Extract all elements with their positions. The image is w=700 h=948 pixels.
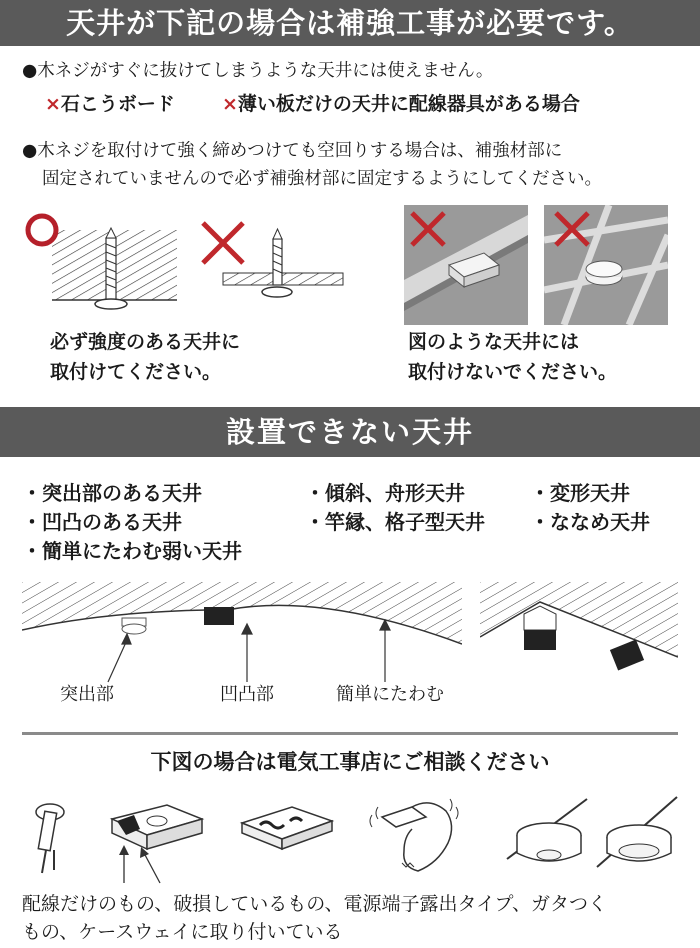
caption-ng-line1: 図のような天井には	[408, 331, 580, 353]
caption-ok-line2: 取付けてください。	[50, 361, 222, 383]
caption-ng-line2: 取付けないでください。	[408, 361, 618, 383]
cross-mark-icon: ×	[45, 93, 61, 115]
note-reinforce-line2: 固定されていませんので必ず補強材部に固定するようにしてください。	[42, 169, 602, 189]
gypsum-label: ×石こうボード	[45, 93, 175, 115]
ok-screw-illustration	[22, 208, 182, 313]
fixture-block-icon	[524, 606, 556, 650]
caption-ok-line1: 必ず強度のある天井に	[50, 331, 241, 353]
ceiling-type: ・ななめ天井	[530, 510, 650, 534]
ng-grid-ceiling-photo	[544, 205, 668, 325]
bottom-text-line1: 配線だけのもの、破損しているもの、電源端子露出タイプ、ガタつく	[22, 893, 608, 915]
label-uneven: 凹凸部	[220, 684, 274, 705]
broken-box-icon	[112, 805, 202, 883]
protrusion-fixture-icon	[122, 618, 146, 634]
exposed-terminal-icon	[242, 807, 332, 849]
section-divider	[22, 732, 678, 735]
uneven-block	[204, 607, 234, 625]
cross-mark-icon: ×	[222, 93, 238, 115]
tilted-block	[610, 640, 644, 671]
label-sag: 簡単にたわむ	[336, 684, 444, 705]
ceiling-type: ・簡単にたわむ弱い天井	[22, 539, 242, 563]
round-outlet-icon	[586, 261, 622, 285]
ng-screw-illustration	[195, 215, 345, 310]
slanted-ceiling-diagram	[480, 582, 678, 682]
note-wood-screw: ●木ネジがすぐに抜けてしまうような天井には使えません。	[22, 61, 494, 81]
caseway-box-icon	[597, 797, 677, 867]
caseway-box-icon	[507, 799, 587, 861]
circle-ok-icon	[28, 216, 56, 244]
ceiling-type: ・竿縁、格子型天井	[305, 510, 485, 534]
ceiling-type: ・凹凸のある天井	[22, 510, 182, 534]
consult-illustrations	[22, 793, 678, 888]
thin-board-label: ×薄い板だけの天井に配線器具がある場合	[222, 93, 580, 115]
bad-gypsum-board	[45, 89, 175, 119]
bottom-text-line2: もの、ケースウェイに取り付いている	[22, 921, 343, 943]
bad-thin-board	[222, 89, 580, 119]
consult-heading: 下図の場合は電気工事店にご相談ください	[150, 750, 550, 774]
note-reinforce-line1: ●木ネジを取付けて強く締めつけても空回りする場合は、補強材部に	[22, 141, 563, 161]
top-banner: 天井が下記の場合は補強工事が必要です。	[0, 0, 700, 46]
screw-icon	[262, 229, 292, 297]
ceiling-type: ・傾斜、舟形天井	[305, 481, 465, 505]
loose-fixture-hand-icon	[370, 799, 458, 871]
cross-ng-icon	[203, 223, 243, 263]
label-protrusion: 突出部	[60, 684, 114, 705]
ceiling-type: ・突出部のある天井	[22, 481, 202, 505]
bare-wire-icon	[36, 804, 64, 873]
ceiling-type: ・変形天井	[530, 481, 630, 505]
ceiling-defects-diagram	[22, 582, 462, 687]
ng-rail-ceiling-photo	[404, 205, 528, 325]
mid-banner: 設置できない天井	[0, 407, 700, 457]
